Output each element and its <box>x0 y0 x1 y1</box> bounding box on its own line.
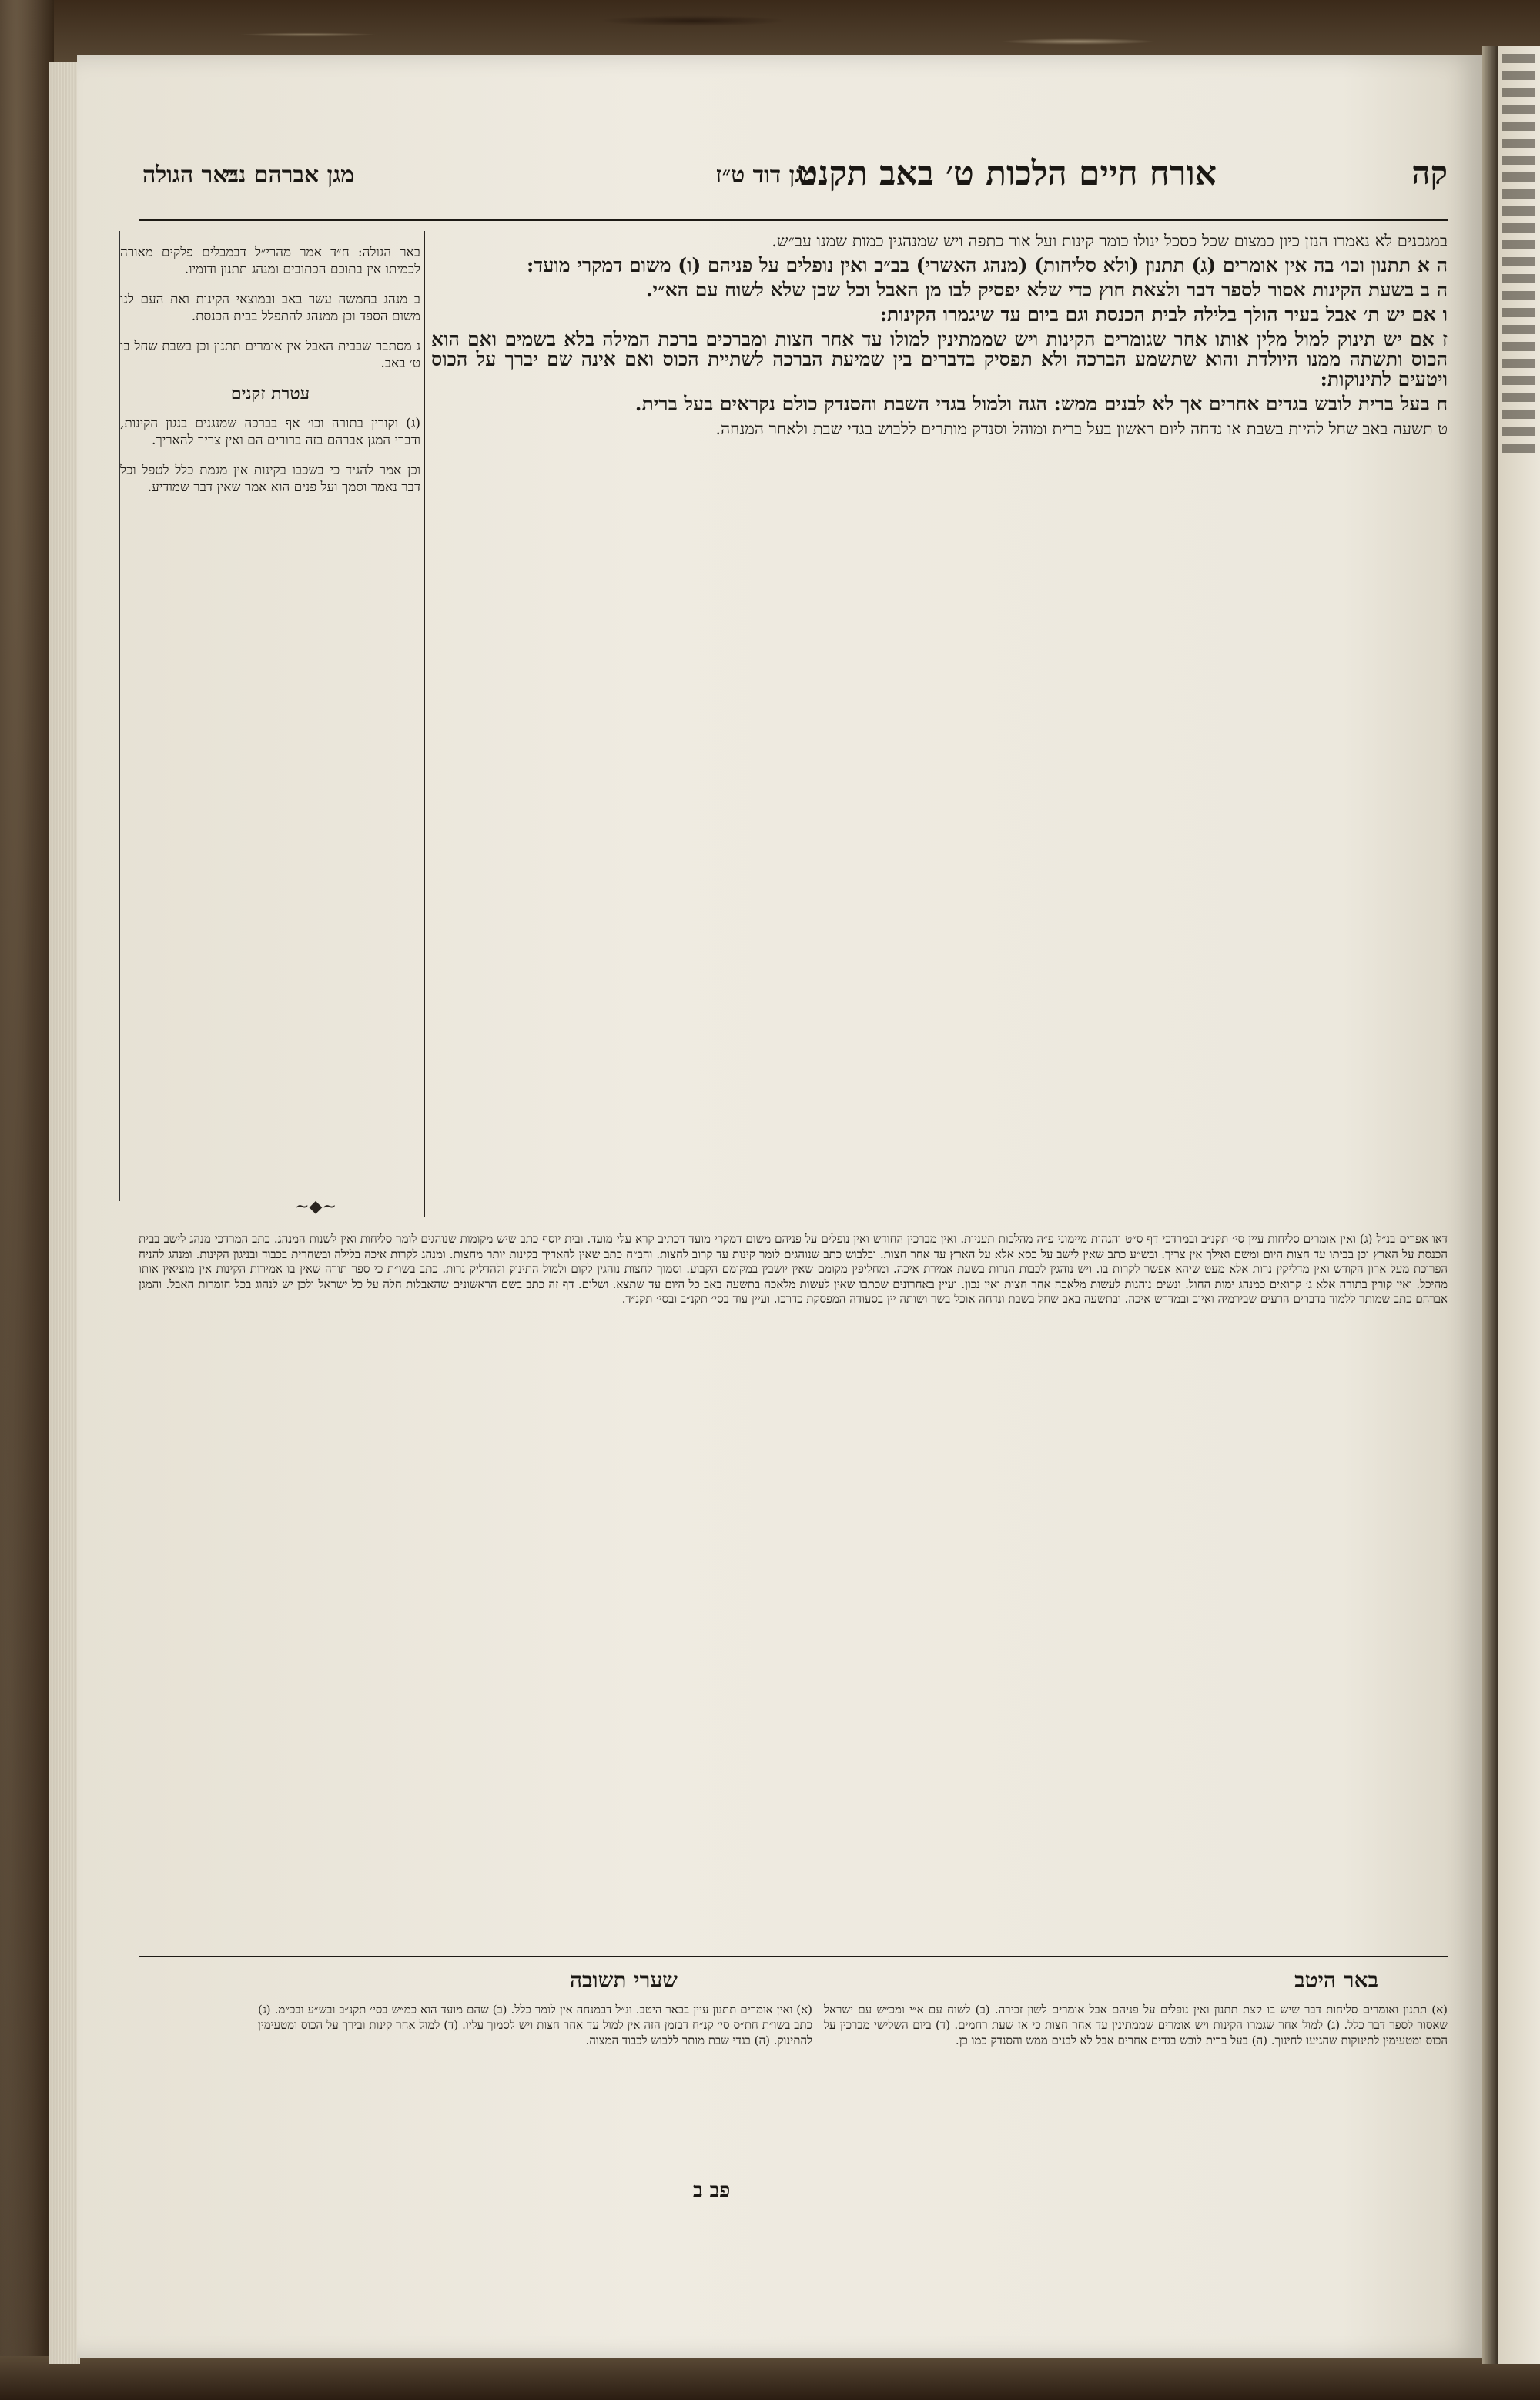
footnote-heading-right: באר היטב <box>1294 1967 1378 1993</box>
column-divider <box>424 231 425 1217</box>
book-cover-left <box>0 0 54 2400</box>
footnote-heading-left: שערי תשובה <box>569 1967 678 1993</box>
side-paragraph: (ג) וקורין בתורה וכו׳ אף בברכה שמנגנים בנגון הקינות, ודברי המגן אברהם בזה ברורים הם ואין צריך להאריך. <box>120 416 420 448</box>
footnote-right-text: (א) תתנון ואומרים סליחות דבר שיש בו קצת תתנון ואין נופלים על פניהם אבל אומרים לשון זכירה. (ב) לשוח עם א״י ומכ״ש עם ישראל שאסור לספר דבר כלל. (ג) למול אחר שגמרו הקינות ויש אומרים שממתינין עד אחר חצות כי אז שעת רחמים. (ד) ביום השלישי מברכין על הכוס ומטעימין לתינוקות שהגיעו לחינוך. (ה) בעל ברית לובש בגדים אחרים אבל לא לבנים ממש והסנדק כמו כן. <box>824 2003 1448 2047</box>
side-paragraph: ב מנהג בחמשה עשר באב ובמוצאי הקינות ואת העם לנו משום הספד וכן ממנהג להתפלל בבית הכנסת. <box>120 292 420 324</box>
side-paragraph: וכן אמר להגיד כי בשכבו בקינות אין מגמת כלל לטפל וכל דבר נאמר וסמך ועל פנים הוא אמר שאין דבר שמודיע. <box>120 463 420 495</box>
header-left-label: מגן אברהם נ״י <box>223 162 354 189</box>
footnote-left-text: (א) ואין אומרים תתנון עיין בבאר היטב. ונ״ל דבמנחה אין לומר כלל. (ב) שהם מועד הוא כמ״ש בסי׳ תקנ״ב ובש״ע ובכ״מ. (ג) כתב בשו״ת חת״ס סי׳ קנ״ח דבזמן הזה אין למול עד אחר חצות ויש לסמוך עליו. (ד) למול אחר קינות ובירך על הכוס ומטעימין להתינוק. (ה) בגדי שבת מותר ללבוש לכבוד המצוה. <box>258 2003 812 2047</box>
main-paragraph: ז אם יש תינוק למול מלין אותו אחר שגומרים הקינות ויש שממתינין למולו עד אחר חצות ומברכים ברכת המילה בלא בשמים ואם הוא הכוס ותשתה ממנו היולדת והוא שתשמע הברכה ולא תפסיק בדברים בין שמיעת הברכה לשתיית הכוס ואם אינה שם יברך על הכוס ויטעים לתינוקות: <box>431 328 1448 390</box>
ornament-divider: ~◆~ <box>295 1197 336 1217</box>
header-beer-label: באר הגולה <box>142 162 239 189</box>
main-paragraph: ח בעל ברית לובש בגדים אחרים אך לא לבנים ממש: הגה ולמול בגדי השבת והסנדק כולם נקראים בעל ברית. <box>634 393 1448 415</box>
page-header <box>139 154 1448 200</box>
footnote-headings <box>139 1967 1448 1998</box>
side-paragraph: באר הגולה: ח״ד אמר מהרי״ל דבמבלים פלקים מאורה לכמיתו אין בתוכם הכתובים ומנהג תתנון ודומיו. <box>120 245 420 277</box>
book-cover-bottom <box>0 2356 1540 2400</box>
main-text-column <box>431 231 1448 1224</box>
page-title: אורח חיים הלכות ט׳ באב תקנט <box>797 154 1217 193</box>
side-text-column <box>119 231 420 1201</box>
main-paragraph: ה ב בשעת הקינות אסור לספר דבר ולצאת חוץ כדי שלא יפסיק לבו מן האבל וכל שכן שלא לשוח עם הא״י. <box>645 279 1448 301</box>
commentary-block: דאו אפרים בנ״ל (ג) ואין אומרים סליחות עיין סי׳ תקנ״ב ובמרדכי דף ס״ט והגהות מיימוני פ״ה מהלכות תעניות. ואין מברכין החודש ואין נופלים על פניהם משום דמקרי מועד דכתיב קרא עלי מועד. ובית יוסף כתב שיש מקומות שנוהגים לומר סליחות ואין לשנות המנהג. כתב המרדכי מנהג לישב בבית הכנסת על הארץ וכן בביתו עד חצות היום ומשם ואילך אין צריך. ובש״ע כתב שאין לישב על כסא אלא על הארץ עד אחר חצות. ובלבוש כתב שנוהגים לומר קינות עד קרוב לחצות. והב״ח כתב שאין להאריך בקינות יותר מחצות. ומנהג לקרות איכה בלילה ובשחרית בכבוד ובניגון הקינות. ומנהג להניח הפרוכת מעל ארון הקודש ואין מדליקין נרות אלא מעט שיהא אפשר לקרות בו. ויש נוהגין לכבות הנרות בשעת אמירת איכה. ומחליפין מקומם שאין יושבין במקומם הקבוע. וסמוך לחצות נוהגין לקום ולמול התינוק ולהדליק נרות. כתב בשו״ת כי ספר תורה שאין בו אמירות הקינות אין מוציאין אותו מהיכל. ואין קורין בתורה אלא ג׳ קרואים כמנהג ימות החול. ונשים נוהגות לעשות מלאכה אחר חצות ואין נכון. ועיין באחרונים שכתבו שאין לעשות מלאכה בתשעה באב כל היום עד שתצא. ושלום. דף זה כתב בשם הראשונים שהאבלות חלה על כל ישראל ולכן יש לנהוג בכל חומרות האבל. והמגן אברהם כתב שמותר ללמוד בדברים הרעים שבירמיה ואיוב ובמדרש איכה. ובתשעה באב שחל בשבת ונדחה אוכל בשר ושותה יין בסעודה המפסקת כדרכו. ועיין עוד בסי׳ תקנ״ב ובסי׳ תקנ״ד. <box>139 1232 1448 1306</box>
main-paragraph: ו אם יש ת׳ אבל בעיר הולך בלילה לבית הכנסת וגם ביום עד שיגמרו הקינות: <box>879 303 1448 326</box>
header-rule <box>139 219 1448 221</box>
main-paragraph: במגכנים לא נאמרו הנזן כיון כמצום שכל כסכל ינולו כומר קינות ועל אור כתפה ויש שמנהגין כמות שמנו עב״ש. <box>772 232 1448 250</box>
page-edges <box>49 62 80 2364</box>
side-paragraph: ג מסתבר שבבית האבל אין אומרים תתנון וכן בשבת שחל בו ט׳ באב. <box>120 339 420 371</box>
folio-number: קה <box>1411 154 1448 192</box>
next-page-edge <box>1498 46 1540 2364</box>
main-paragraph: ה א תתנון וכו׳ בה אין אומרים (ג) תתנון (ולא סליחות) (מנהג האשרי) בב״ב ואין נופלים על פניהם (ו) משום דמקרי מועד: <box>526 254 1448 276</box>
book-gutter <box>1482 46 1498 2364</box>
printer-signature: פב ב <box>693 2179 731 2202</box>
main-paragraph: ט תשעה באב שחל להיות בשבת או נדחה ליום ראשון בעל ברית ומוהל וסנדק מותרים ללבוש בגדי שבת ולאחר המנחה. <box>715 420 1448 438</box>
side-section-heading: עטרת זקנים <box>230 383 310 403</box>
header-right-label: מגן דוד ט״ז <box>715 162 816 189</box>
footnote-rule <box>139 1956 1448 1957</box>
